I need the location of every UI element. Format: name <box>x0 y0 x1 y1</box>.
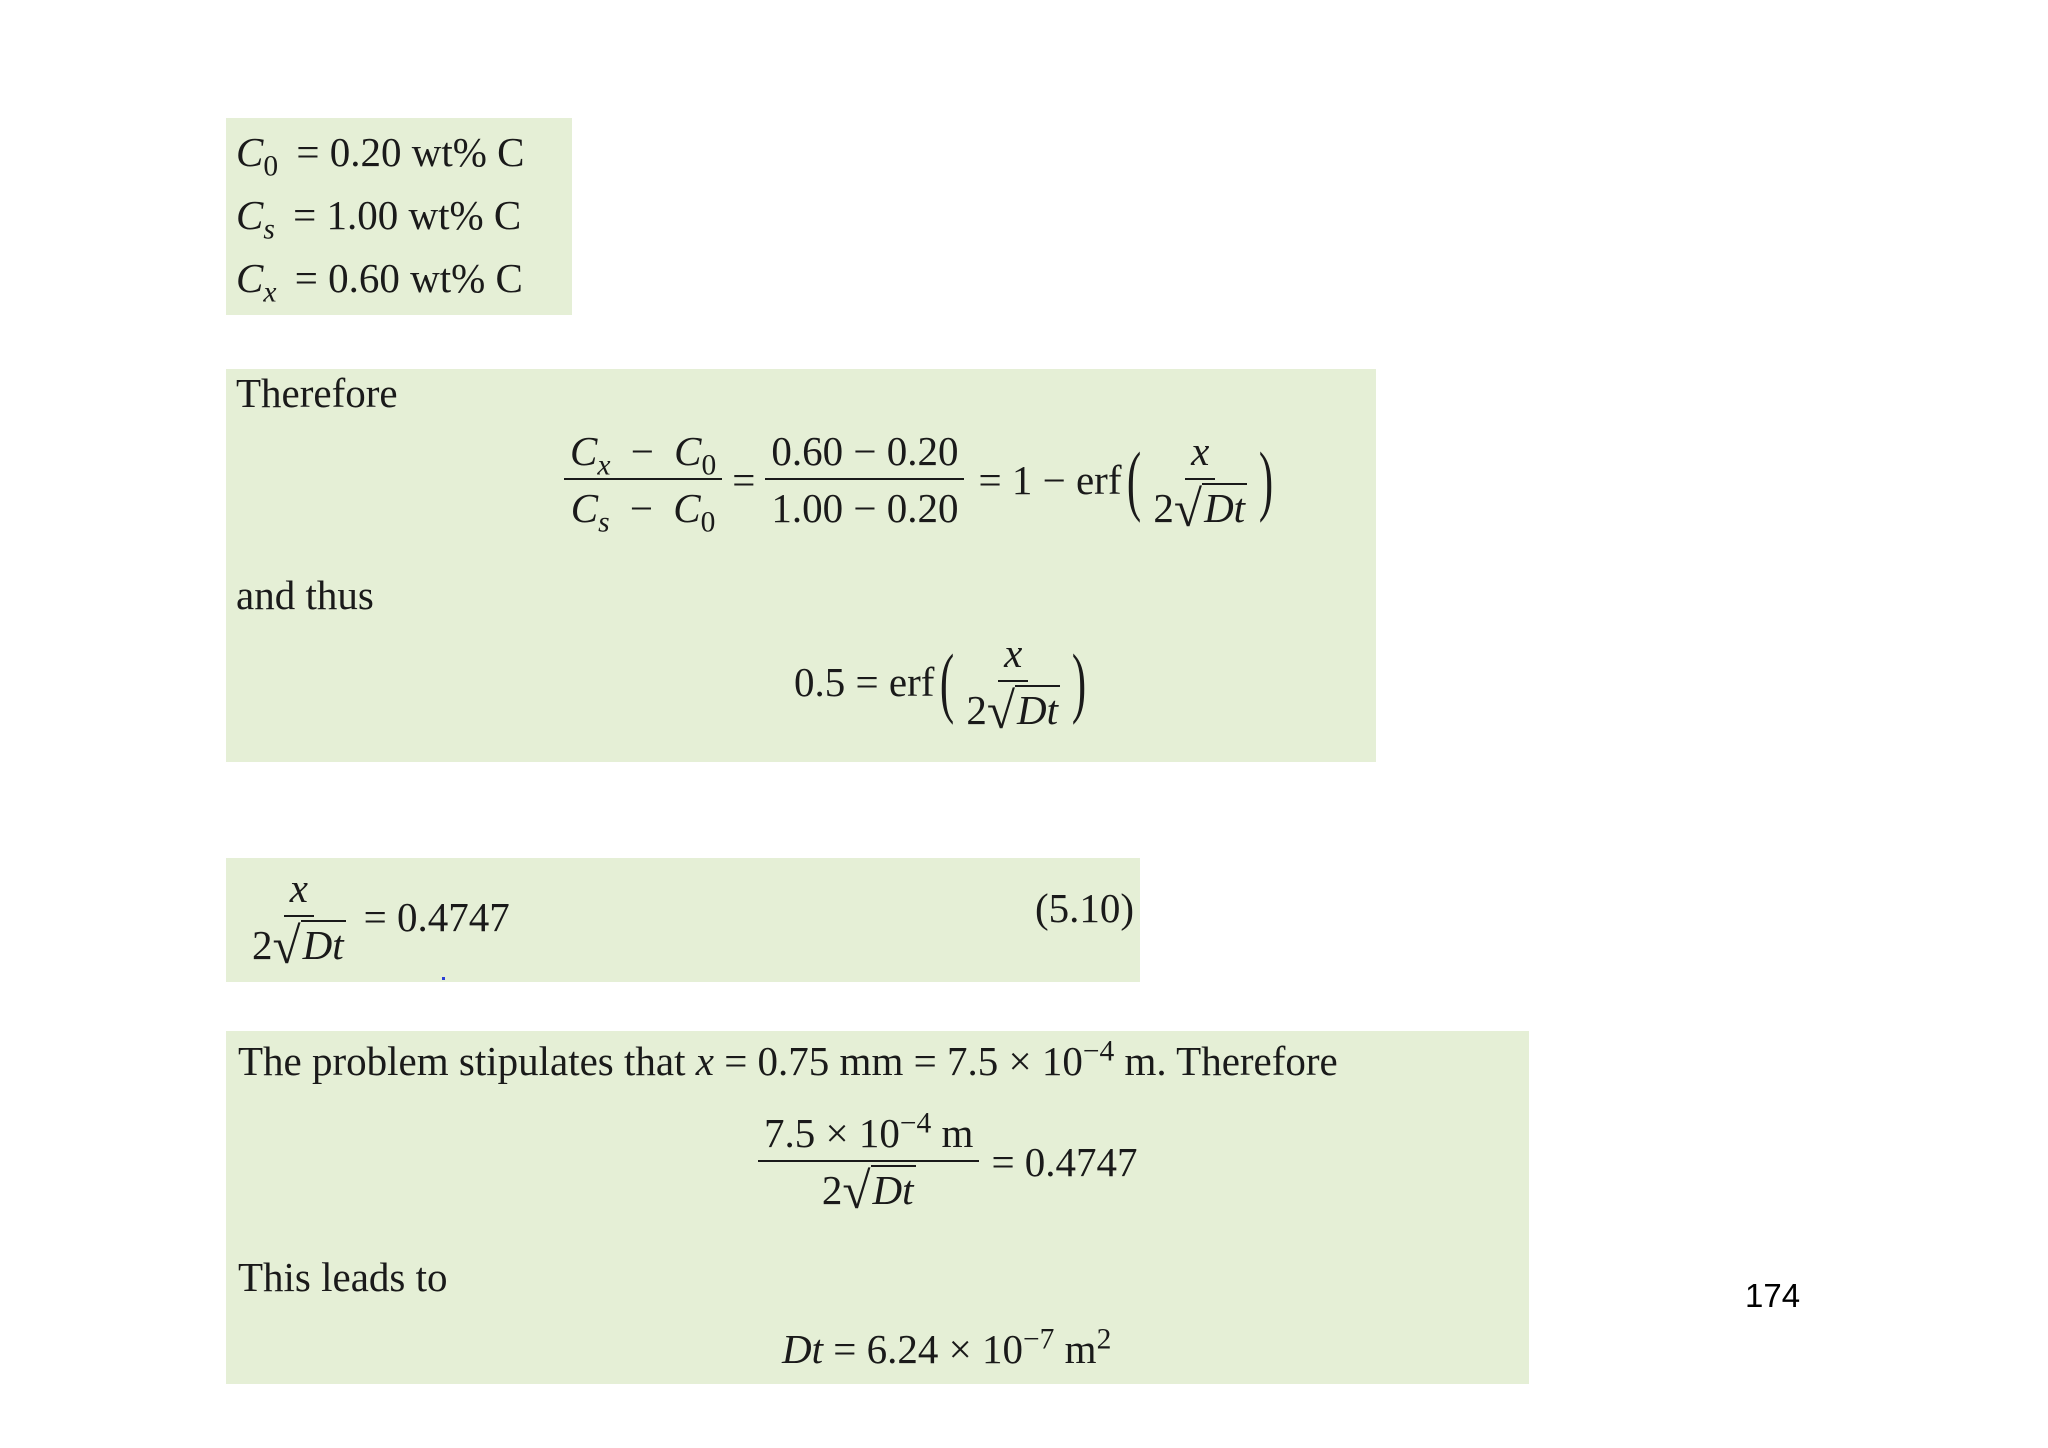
erf-arg-denominator: 2√Dt <box>1153 481 1246 539</box>
erf-lhs: 0.5 = erf <box>794 659 935 706</box>
erf-rhs: = 1 − erf <box>978 457 1122 504</box>
open-paren: ( <box>1127 436 1142 523</box>
cx-symbol: C <box>236 255 264 301</box>
numeric-denominator: 1.00 − 0.20 <box>771 485 959 532</box>
stipulation-line: The problem stipulates that x = 0.75 mm = $7.5 \times 10^{-4}$ m. Therefore <box>238 1035 1338 1084</box>
numeric-ratio <box>765 429 964 531</box>
close-paren: ) <box>1258 436 1274 523</box>
substituted-rhs: = 0.4747 <box>991 1139 1138 1186</box>
substituted-equation <box>758 1107 1138 1221</box>
given-values-box <box>226 118 572 315</box>
substituted-fraction: $\frac{7.5 \times 10^{-4} m}{2√Dt}$ <box>758 1111 979 1213</box>
sqrt-symbol: √Dt <box>986 683 1058 741</box>
and-thus-text: and thus <box>236 572 374 618</box>
solution-box <box>226 1031 1529 1384</box>
equation-5-10-rhs: = 0.4747 <box>363 894 510 941</box>
ratio-equation <box>564 428 1279 539</box>
result-equation: $Dt = 6.24 \times 10^{-7}$ $m^2$ <box>782 1323 1112 1372</box>
c0-symbol: C <box>236 129 264 175</box>
leads-to-text: This leads to <box>238 1254 448 1300</box>
cs-sub: s <box>263 213 275 246</box>
x-over-2sqrtDt: $\frac{x}{2√Dt}$ <box>252 865 344 976</box>
cx-value: = 0.60 wt% C <box>294 255 523 301</box>
cx-line <box>236 254 523 309</box>
numeric-numerator: 0.60 − 0.20 <box>765 429 964 480</box>
therefore-text: Therefore <box>236 370 398 416</box>
ratio-denominator: $C_s - C_0$ <box>570 485 716 539</box>
equation-label: (5.10) <box>1034 885 1134 931</box>
cs-line <box>236 191 522 246</box>
page-number: 174 <box>1745 1277 1801 1314</box>
erf-arg-numerator: x <box>1185 429 1215 480</box>
sqrt-symbol: √Dt <box>1173 481 1246 539</box>
c0-sub: 0 <box>263 150 279 183</box>
equation-5-10 <box>246 865 510 976</box>
erf-argument <box>1147 428 1253 539</box>
erf-argument-2: $\frac{x}{2√Dt}$ <box>966 630 1058 741</box>
erf-equation: 0.5 = erf ( $\frac{x}{2√Dt}$ ) <box>794 630 1087 741</box>
c0-value: = 0.20 wt% C <box>296 129 525 175</box>
cx-sub: x <box>263 276 277 309</box>
sqrt-symbol: √Dt <box>272 918 344 976</box>
cs-symbol: C <box>236 192 264 238</box>
derivation-box <box>226 369 1376 762</box>
ratio-numerator: $C_x - C_0$ <box>564 429 722 480</box>
concentration-ratio <box>564 428 722 539</box>
sqrt-symbol: √Dt <box>842 1163 914 1221</box>
c0-line <box>236 128 525 183</box>
equals-sign: = <box>732 457 756 504</box>
cs-value: = 1.00 wt% C <box>293 192 522 238</box>
equation-5-10-box <box>226 858 1140 982</box>
stray-mark <box>442 977 445 980</box>
